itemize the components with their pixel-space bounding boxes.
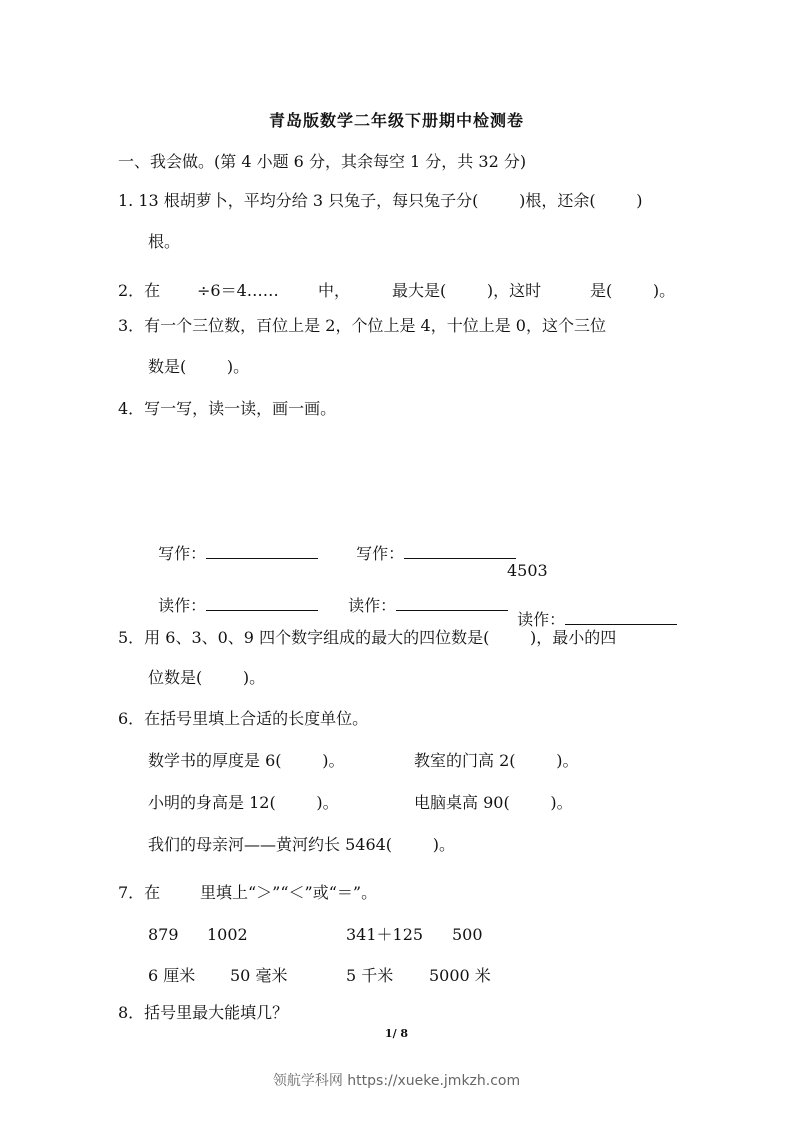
question-5-line1: 5．用 6、3、0、9 四个数字组成的最大的四位数是( )，最小的四 bbox=[118, 628, 617, 647]
page-number: 1/ 8 bbox=[384, 1027, 409, 1040]
compare-2b: 500 bbox=[452, 925, 483, 944]
question-6-item-a: 数学书的厚度是 6( )。 bbox=[148, 751, 345, 770]
question-2-part2: ÷6＝4…… bbox=[197, 281, 279, 300]
compare-1b: 1002 bbox=[207, 925, 248, 944]
number-4503: 4503 bbox=[507, 561, 548, 580]
question-6-item-b: 教室的门高 2( )。 bbox=[414, 751, 579, 770]
section-heading: 一、我会做。(第 4 小题 6 分，其余每空 1 分，共 32 分) bbox=[118, 152, 527, 171]
answer-blank[interactable] bbox=[206, 544, 318, 559]
compare-4b: 5000 米 bbox=[429, 966, 491, 985]
question-8-label: 8．括号里最大能填几？ bbox=[118, 1003, 289, 1022]
question-2-part3: 中， bbox=[318, 281, 351, 300]
question-1-line2: 根。 bbox=[148, 232, 181, 251]
question-6-item-d: 电脑桌高 90( )。 bbox=[414, 793, 573, 812]
answer-blank[interactable] bbox=[206, 596, 318, 611]
compare-1a: 879 bbox=[148, 925, 179, 944]
page-title: 青岛版数学二年级下册期中检测卷 bbox=[268, 111, 524, 130]
footer-watermark: 领航学科网 https://xueke.jmkzh.com bbox=[272, 1073, 521, 1089]
question-6-label: 6．在括号里填上合适的长度单位。 bbox=[118, 709, 369, 728]
compare-3a: 6 厘米 bbox=[148, 966, 196, 985]
compare-4a: 5 千米 bbox=[346, 966, 394, 985]
write-label-1: 写作： bbox=[148, 524, 318, 564]
write-label-2: 写作： bbox=[346, 524, 516, 564]
question-7-part1: 7．在 bbox=[118, 883, 161, 902]
question-1-line1: 1. 13 根胡萝卜，平均分给 3 只兔子，每只兔子分( )根，还余( ) bbox=[118, 191, 643, 210]
question-6-item-e: 我们的母亲河——黄河约长 5464( )。 bbox=[148, 835, 455, 854]
answer-blank[interactable] bbox=[396, 596, 508, 611]
compare-3b: 50 毫米 bbox=[230, 966, 288, 985]
question-2-part4: 最大是( )，这时 bbox=[392, 281, 542, 300]
read-label-1: 读作： bbox=[148, 576, 318, 616]
question-2-part1: 2．在 bbox=[118, 281, 161, 300]
read-label-3: 读作： bbox=[507, 590, 677, 630]
read-label-2: 读作： bbox=[338, 576, 508, 616]
question-5-line2: 位数是( )。 bbox=[148, 668, 266, 687]
question-7-part2: 里填上“＞”“＜”或“＝”。 bbox=[200, 883, 378, 902]
answer-blank[interactable] bbox=[404, 544, 516, 559]
question-4-label: 4．写一写，读一读，画一画。 bbox=[118, 399, 337, 418]
question-3-line1: 3．有一个三位数，百位上是 2，个位上是 4，十位上是 0，这个三位 bbox=[118, 316, 606, 335]
compare-2a: 341＋125 bbox=[346, 925, 424, 944]
question-2-part5: 是( )。 bbox=[590, 281, 676, 300]
question-6-item-c: 小明的身高是 12( )。 bbox=[148, 793, 339, 812]
answer-blank[interactable] bbox=[565, 610, 677, 625]
question-3-line2: 数是( )。 bbox=[148, 357, 250, 376]
